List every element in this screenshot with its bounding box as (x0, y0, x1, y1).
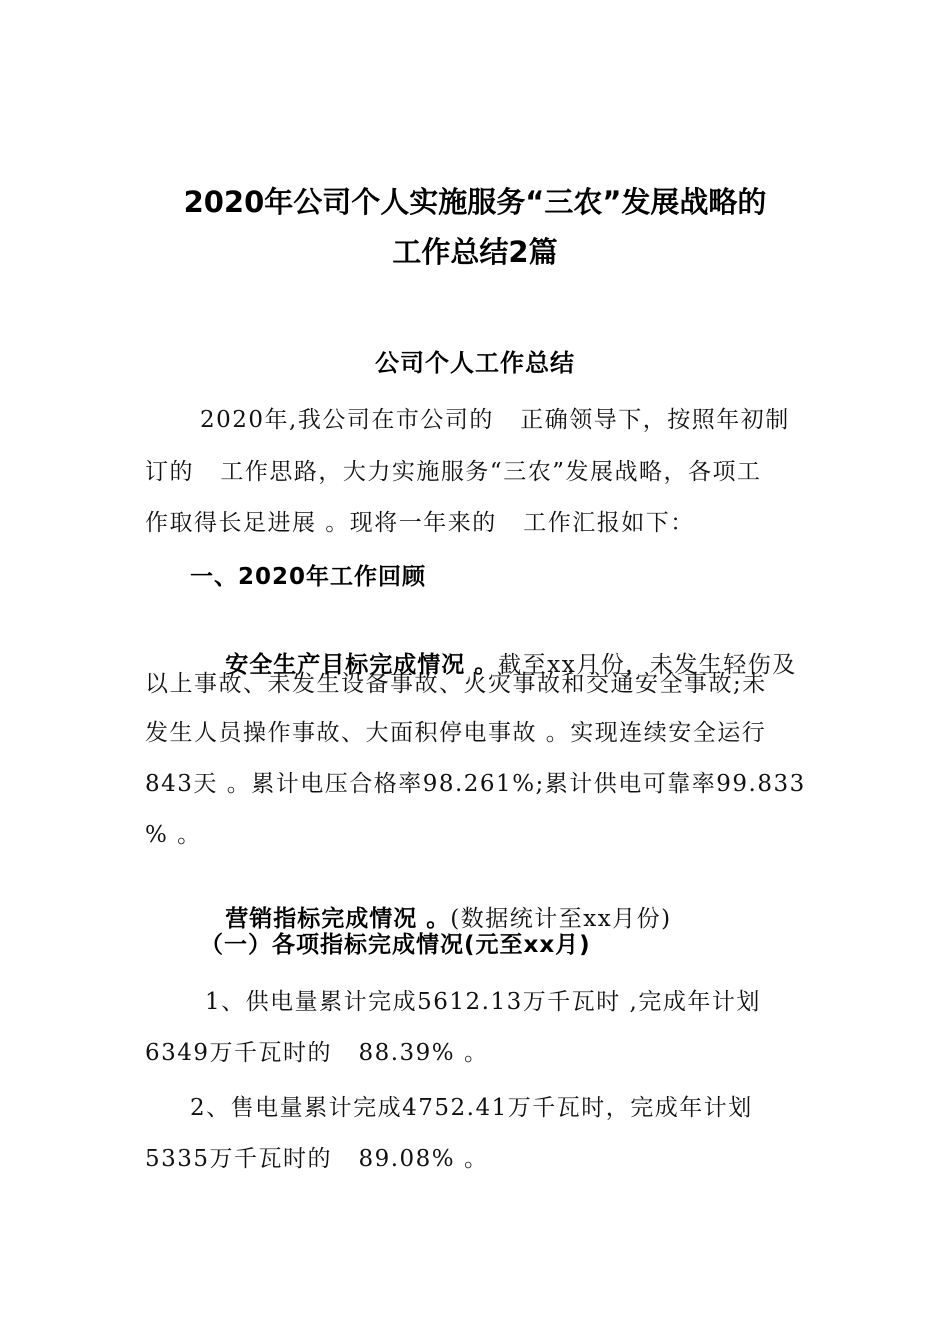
intro-line-3: 作取得长足进展 。现将一年来的 工作汇报如下： (145, 510, 695, 536)
item-1-line-1: 1、供电量累计完成5612.13万千瓦时 ,完成年计划 (205, 989, 761, 1015)
safety-line-1-text: 截至xx月份，未发生轻伤及 (498, 652, 797, 678)
safety-line-4: 843天 。累计电压合格率98.261%;累计供电可靠率99.833 (145, 771, 806, 797)
section-heading-review: 一、2020年工作回顾 (190, 564, 427, 590)
document-title-line-1: 2020年公司个人实施服务“三农”发展战略的 (183, 185, 767, 219)
safety-lead: 安全生产目标完成情况 。 (225, 652, 499, 678)
safety-line-5: % 。 (145, 822, 202, 848)
marketing-lead: 营销指标完成情况 。 (225, 906, 451, 932)
subsection-heading-indicators: （一）各项指标完成情况(元至xx月) (200, 932, 591, 958)
intro-line-2: 订的 工作思路，大力实施服务“三农”发展战略，各项工 (145, 459, 762, 485)
document-title-line-2: 工作总结2篇 (392, 235, 558, 269)
marketing-text: (数据统计至xx月份) (450, 906, 672, 932)
section-subtitle: 公司个人工作总结 (375, 349, 575, 377)
safety-line-3: 发生人员操作事故、大面积停电事故 。实现连续安全运行 (145, 720, 767, 746)
item-1-line-2: 6349万千瓦时的 88.39% 。 (145, 1040, 489, 1066)
item-2-line-1: 2、售电量累计完成4752.41万千瓦时，完成年计划 (190, 1095, 753, 1121)
item-2-line-2: 5335万千瓦时的 89.08% 。 (145, 1146, 489, 1172)
safety-line-2: 以上事故、未发生设备事故、火灾事故和交通安全事故;未 (145, 671, 767, 697)
intro-line-1: 2020年,我公司在市公司的 正确领导下，按照年初制 (200, 407, 790, 433)
